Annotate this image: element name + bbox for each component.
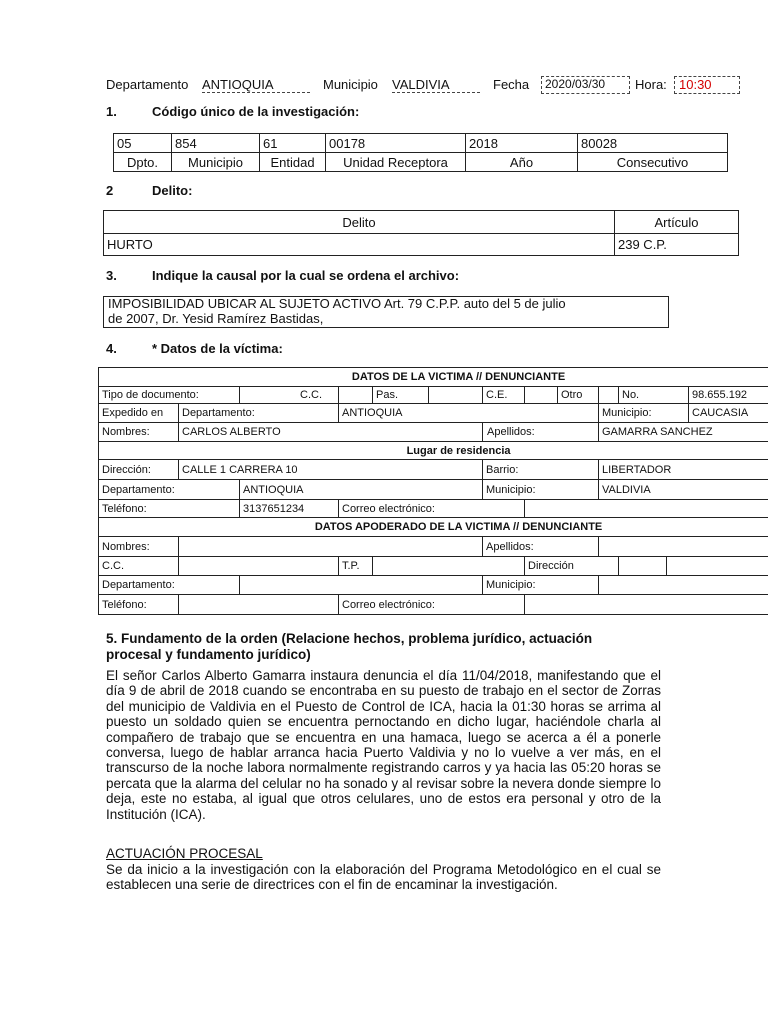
section2-number: 2	[106, 183, 114, 198]
apoderado-telefono-value[interactable]	[179, 595, 339, 615]
telefono-value[interactable]: 3137651234	[240, 500, 339, 518]
otro-option-label: Otro	[558, 387, 599, 404]
section4-number: 4.	[106, 341, 117, 356]
code-municipio[interactable]: 854	[172, 134, 260, 153]
correo-label: Correo electrónico:	[339, 500, 525, 518]
articulo-value[interactable]: 239 C.P.	[615, 234, 739, 256]
residencia-departamento-label: Departamento:	[99, 480, 240, 500]
hechos-text: El señor Carlos Alberto Gamarra instaura denuncia el día 11/04/2018, manifestando que el día 9 de abril de 2018 cuando se encontraba en su puesto de trabajo en el sector de Zorras del municipio de Valdivia en el Puesto de Control de ICA, hacia la 01:30 horas se arrima al puesto un soldado quien se encuentra pernoctando en dicho lugar, haciéndole charla al compañero de trabajo que se encuentra en una hamaca, luego se acerca a él a ponerle conversa, luego de hablar arranca hacia Puerto Valdivia y no lo vuelve a ver más, en el transcurso de la noche labora normalmente registrando carros y ya hacia las 05:20 horas se percata que la alarma del celular no ha sonado y al revisar sobre la nevera donde siempre lo deja, este no estaba, al igual que otros celulares, uno de estos era personal y otro de la Institución (ICA).	[106, 668, 661, 822]
fecha-value[interactable]: 2020/03/30	[541, 76, 630, 94]
label-consecutivo: Consecutivo	[578, 153, 728, 172]
telefono-label: Teléfono:	[99, 500, 240, 518]
apoderado-apellidos-value[interactable]	[599, 537, 768, 557]
otro-checkbox[interactable]	[599, 387, 619, 404]
expedido-municipio-value[interactable]: CAUCASIA	[689, 404, 768, 423]
apoderado-municipio-value[interactable]	[599, 576, 768, 595]
apoderado-tp-label: T.P.	[339, 557, 373, 576]
correo-value[interactable]	[525, 500, 768, 518]
apoderado-cc-value[interactable]	[179, 557, 339, 576]
apoderado-departamento-value[interactable]	[240, 576, 483, 595]
apellidos-label: Apellidos:	[483, 423, 599, 442]
apoderado-nombres-label: Nombres:	[99, 537, 179, 557]
document-number-value[interactable]: 98.655.192	[689, 387, 768, 404]
pas-checkbox[interactable]	[429, 387, 483, 404]
section3-title: Indique la causal por la cual se ordena el archivo:	[152, 268, 460, 283]
pas-option-label: Pas.	[373, 387, 429, 404]
actuacion-paragraph	[106, 862, 661, 893]
apoderado-direccion-value[interactable]	[667, 557, 768, 576]
section5-title	[106, 631, 592, 662]
cc-option-label: C.C.	[240, 387, 339, 404]
section2-title: Delito:	[152, 183, 193, 198]
code-entidad[interactable]: 61	[260, 134, 326, 153]
barrio-value[interactable]: LIBERTADOR	[599, 460, 768, 480]
delito-header: Delito	[104, 211, 615, 234]
section1-number: 1.	[106, 104, 117, 119]
code-consecutivo[interactable]: 80028	[578, 134, 728, 153]
expedido-departamento-label: Departamento:	[179, 404, 339, 423]
causal-line1: IMPOSIBILIDAD UBICAR AL SUJETO ACTIVO Art. 79 C.P.P. auto del 5 de julio	[108, 296, 566, 311]
residencia-departamento-value[interactable]: ANTIOQUIA	[240, 480, 483, 500]
apellidos-value[interactable]: GAMARRA SANCHEZ	[599, 423, 768, 442]
victim-header: DATOS DE LA VICTIMA // DENUNCIANTE	[99, 368, 768, 387]
code-dpto[interactable]: 05	[114, 134, 172, 153]
actuacion-procesal-title: ACTUACIÓN PROCESAL	[106, 846, 263, 861]
residencia-municipio-label: Municipio:	[483, 480, 599, 500]
label-municipio: Municipio	[172, 153, 260, 172]
causal-box[interactable]	[103, 296, 669, 328]
causal-line2: de 2007, Dr. Yesid Ramírez Bastidas,	[108, 310, 324, 326]
section5-title-line1: 5. Fundamento de la orden (Relacione hechos, problema jurídico, actuación	[106, 631, 593, 646]
municipio-label: Municipio	[323, 77, 378, 92]
hora-value[interactable]: 10:30	[674, 76, 740, 94]
fecha-label: Fecha	[493, 77, 530, 92]
apoderado-correo-value[interactable]	[525, 595, 768, 615]
departamento-value[interactable]: ANTIOQUIA	[202, 77, 310, 93]
residencia-header: Lugar de residencia	[99, 442, 768, 460]
expedido-departamento-value[interactable]: ANTIOQUIA	[339, 404, 599, 423]
nombres-label: Nombres:	[99, 423, 179, 442]
section4-title: * Datos de la víctima:	[152, 341, 283, 356]
label-entidad: Entidad	[260, 153, 326, 172]
actuacion-text: Se da inicio a la investigación con la elaboración del Programa Metodológico en el cual se establecen una serie de directrices con el fin de encaminar la investigación.	[106, 862, 661, 893]
expedido-municipio-label: Municipio:	[599, 404, 689, 423]
section5-title-line2: procesal y fundamento jurídico)	[106, 646, 311, 662]
tipo-doc-label: Tipo de documento:	[99, 387, 240, 404]
apoderado-municipio-label: Municipio:	[483, 576, 599, 595]
no-label: No.	[619, 387, 689, 404]
section1-title: Código único de la investigación:	[152, 104, 360, 119]
investigation-code-table	[113, 133, 728, 172]
barrio-label: Barrio:	[483, 460, 599, 480]
cc-checkbox[interactable]	[339, 387, 373, 404]
fundamento-paragraph	[106, 668, 661, 822]
apoderado-telefono-label: Teléfono:	[99, 595, 179, 615]
code-anio[interactable]: 2018	[466, 134, 578, 153]
apoderado-tp-value[interactable]	[373, 557, 525, 576]
apoderado-nombres-value[interactable]	[179, 537, 483, 557]
direccion-label: Dirección:	[99, 460, 179, 480]
hora-label: Hora:	[635, 77, 667, 92]
label-dpto: Dpto.	[114, 153, 172, 172]
apoderado-direccion-label: Dirección	[525, 557, 619, 576]
ce-option-label: C.E.	[483, 387, 525, 404]
code-unidad-receptora[interactable]: 00178	[326, 134, 466, 153]
apoderado-header: DATOS APODERADO DE LA VICTIMA // DENUNCIANTE	[99, 518, 768, 537]
section3-number: 3.	[106, 268, 117, 283]
residencia-municipio-value[interactable]: VALDIVIA	[599, 480, 768, 500]
direccion-value[interactable]: CALLE 1 CARRERA 10	[179, 460, 483, 480]
municipio-value[interactable]: VALDIVIA	[392, 77, 480, 93]
apoderado-correo-label: Correo electrónico:	[339, 595, 525, 615]
ce-checkbox[interactable]	[525, 387, 558, 404]
delito-value[interactable]: HURTO	[104, 234, 615, 256]
expedido-label: Expedido en	[99, 404, 179, 423]
departamento-label: Departamento	[106, 77, 189, 92]
victim-data-table	[98, 367, 768, 615]
articulo-header: Artículo	[615, 211, 739, 234]
apoderado-departamento-label: Departamento:	[99, 576, 240, 595]
nombres-value[interactable]: CARLOS ALBERTO	[179, 423, 483, 442]
delito-table	[103, 210, 739, 256]
apoderado-cc-label: C.C.	[99, 557, 179, 576]
label-anio: Año	[466, 153, 578, 172]
label-unidad-receptora: Unidad Receptora	[326, 153, 466, 172]
apoderado-direccion-spacer	[619, 557, 667, 576]
apoderado-apellidos-label: Apellidos:	[483, 537, 599, 557]
